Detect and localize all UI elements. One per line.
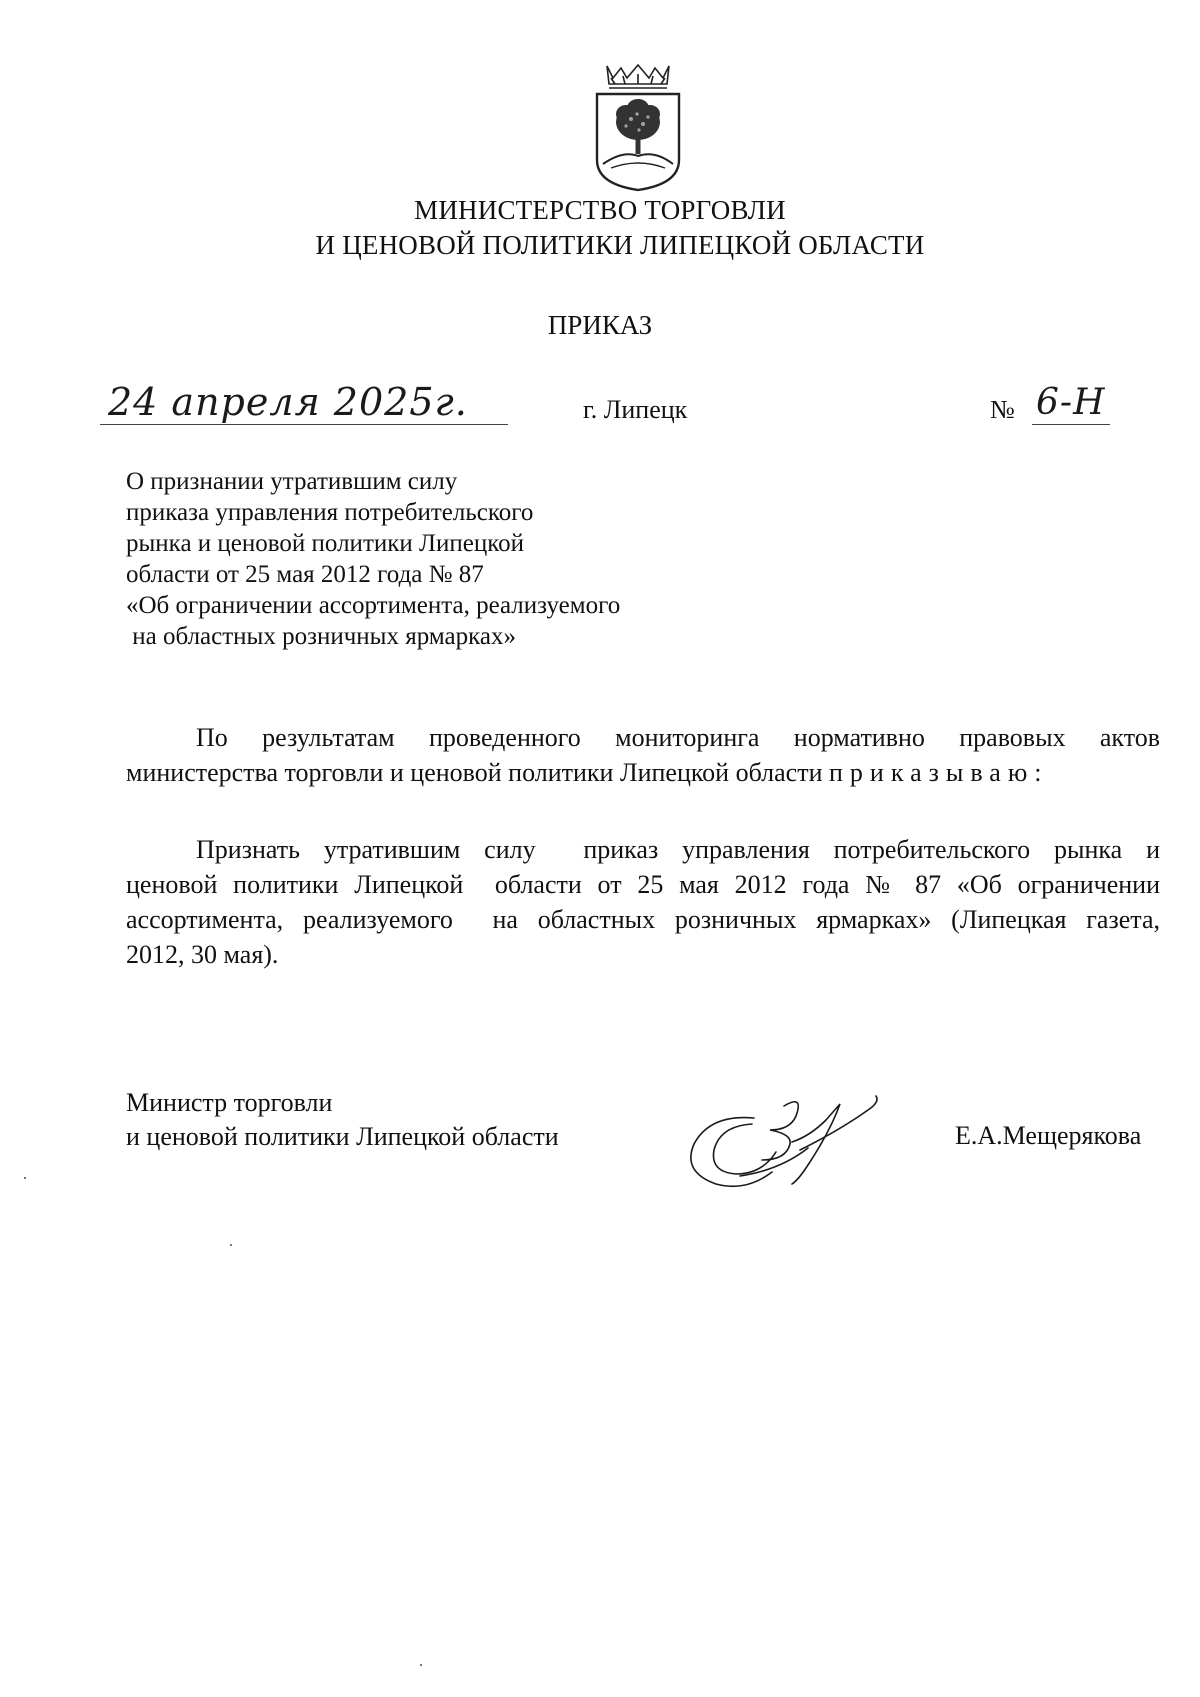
- order-paragraph: [126, 832, 1160, 972]
- paragraph-text: министерства торговли и ценовой политики Липецкой области: [126, 758, 830, 787]
- ministry-name-line-1: МИНИСТЕРСТВО ТОРГОВЛИ: [414, 195, 786, 225]
- lipetsk-coat-of-arms-icon: [593, 64, 683, 192]
- order-subject: [126, 466, 620, 652]
- paragraph-line: По результатам проведенного мониторинга нормативно правовых актов: [196, 723, 1160, 752]
- handwritten-signature-icon: [680, 1080, 900, 1200]
- paragraph-line: [126, 755, 1160, 790]
- date-underline: [100, 424, 508, 425]
- signer-name: Е.А.Мещерякова: [955, 1121, 1142, 1150]
- document-type-title: ПРИКАЗ: [547, 310, 653, 340]
- scan-speck: [420, 1664, 422, 1666]
- scan-speck: [230, 1244, 232, 1246]
- city-label: г. Липецк: [583, 395, 688, 424]
- subject-line: «Об ограничении ассортимента, реализуемого: [126, 592, 621, 619]
- paragraph-line: Признать утратившим силу приказ управления потребительского рынка и: [196, 835, 1160, 864]
- number-label: №: [990, 395, 1015, 424]
- paragraph-line: ценовой политики Липецкой области от 25 мая 2012 года № 87 «Об ограничении: [126, 870, 1160, 899]
- preamble-paragraph: [126, 720, 1160, 790]
- scan-speck: [24, 1177, 26, 1179]
- subject-line: области от 25 мая 2012 года № 87: [126, 561, 484, 588]
- subject-line: О признании утратившим силу: [126, 468, 458, 495]
- subject-line: рынка и ценовой политики Липецкой: [126, 530, 524, 557]
- subject-line: на областных розничных ярмарках»: [126, 623, 516, 650]
- handwritten-number: 6-Н: [1036, 382, 1106, 423]
- signer-position: [126, 1086, 559, 1154]
- number-underline: [1032, 424, 1110, 425]
- position-line: и ценовой политики Липецкой области: [126, 1122, 559, 1151]
- paragraph-line: 2012, 30 мая).: [126, 940, 279, 969]
- handwritten-date: 24 апреля 2025г.: [108, 380, 468, 424]
- ministry-name-line-2: И ЦЕНОВОЙ ПОЛИТИКИ ЛИПЕЦКОЙ ОБЛАСТИ: [315, 230, 925, 260]
- paragraph-line: ассортимента, реализуемого на областных розничных ярмарках» (Липецкая газета,: [126, 905, 1160, 934]
- order-keyword: приказываю:: [829, 758, 1049, 787]
- position-line: Министр торговли: [126, 1088, 333, 1117]
- subject-line: приказа управления потребительского: [126, 499, 534, 526]
